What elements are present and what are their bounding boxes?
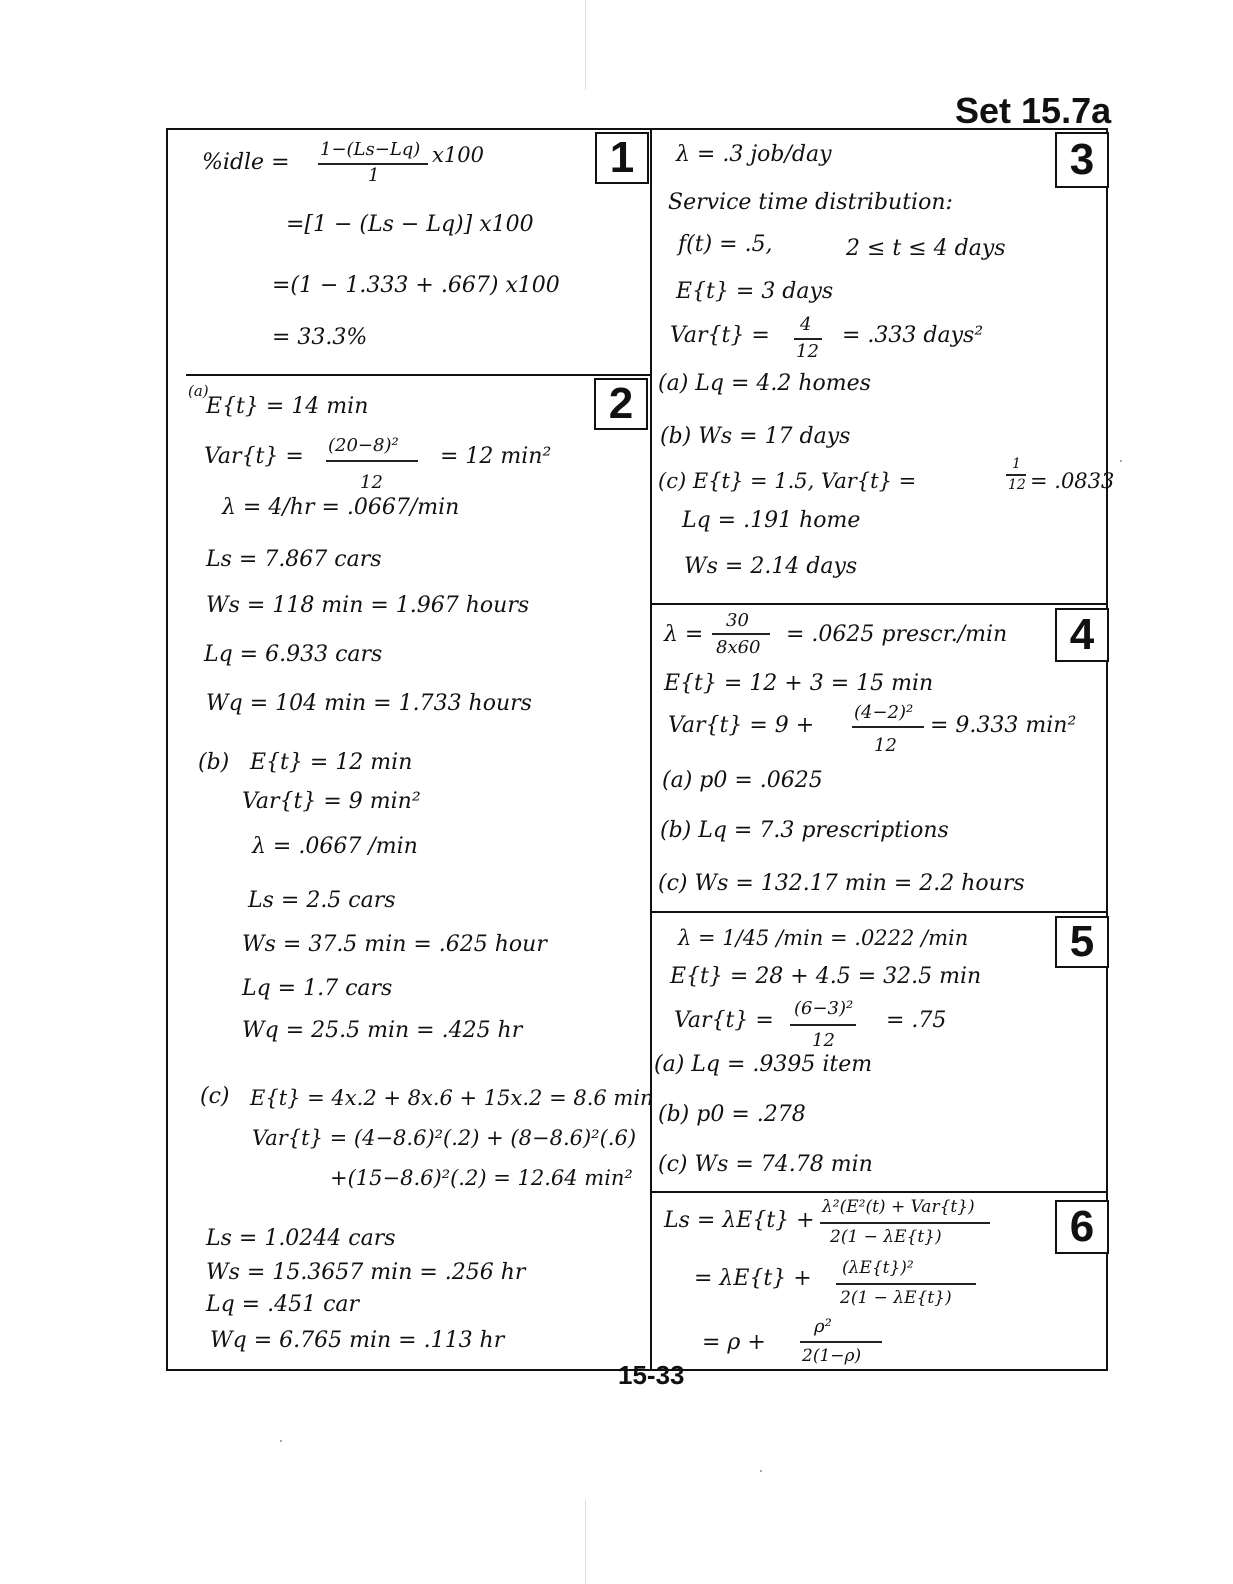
math-line: = .0833 (1030, 469, 1115, 493)
math-line: λ = .3 job/day (676, 142, 832, 167)
math-line: λ = 1/45 /min = .0222 /min (678, 926, 969, 950)
math-line: = ρ + (702, 1330, 766, 1355)
math-line: Ws = 2.14 days (684, 554, 858, 579)
math-line: Ls = 2.5 cars (248, 888, 396, 913)
scan-artifact-line (585, 1500, 586, 1584)
math-line: λ = 4/hr = .0667/min (222, 495, 460, 520)
math-line: Lq = .191 home (682, 508, 861, 533)
math-line: (c) E{t} = 1.5, Var{t} = (658, 469, 917, 493)
fraction-denominator: 12 (796, 341, 819, 362)
page-number: 15-33 (618, 1360, 685, 1390)
math-line: +(15−8.6)²(.2) = 12.64 min² (330, 1166, 633, 1190)
math-line: = 9.333 min² (930, 713, 1077, 738)
fraction-denominator: 2(1−ρ) (802, 1346, 862, 1366)
page-header-title: Set 15.7a (955, 90, 1112, 131)
math-line: = .0625 prescr./min (786, 622, 1008, 647)
math-line: Var{t} = (204, 444, 304, 469)
problem-number-badge: 4 (1055, 608, 1109, 662)
math-line: (b) Lq = 7.3 prescriptions (660, 818, 949, 843)
fraction-numerator: λ²(E²(t) + Var{t}) (822, 1197, 975, 1217)
fraction-numerator: 1 (1012, 456, 1021, 472)
math-line: =(1 − 1.333 + .667) x100 (272, 273, 560, 298)
math-line: Lq = 1.7 cars (242, 976, 393, 1001)
math-line: x100 (432, 143, 484, 167)
math-line: (c) Ws = 74.78 min (658, 1152, 873, 1177)
math-line: Ws = 118 min = 1.967 hours (206, 593, 530, 618)
math-line: E{t} = 3 days (676, 279, 834, 304)
math-line: = 33.3% (272, 325, 368, 350)
math-line: (b) Ws = 17 days (660, 424, 851, 449)
math-line: E{t} = 28 + 4.5 = 32.5 min (670, 964, 982, 989)
math-line: E{t} = 14 min (206, 394, 369, 419)
fraction-bar (712, 633, 770, 635)
math-line: Wq = 6.765 min = .113 hr (210, 1328, 505, 1353)
math-line: Var{t} = 9 + (668, 713, 815, 738)
fraction-denominator: 1 (368, 165, 380, 186)
math-line: 2 ≤ t ≤ 4 days (846, 236, 1006, 261)
fraction-bar (852, 726, 924, 728)
fraction-numerator: 4 (800, 314, 812, 335)
scan-speck (280, 1440, 282, 1442)
fraction-numerator: (λE{t})² (842, 1258, 914, 1278)
math-line: Var{t} = (670, 323, 770, 348)
problem-number-badge: 5 (1055, 916, 1109, 968)
math-line: = 12 min² (440, 444, 552, 469)
part-label-c: (c) (200, 1084, 230, 1109)
scan-speck (760, 1470, 762, 1472)
divider-3-4 (652, 603, 1108, 605)
math-line: Service time distribution: (668, 190, 953, 215)
fraction-denominator: 12 (812, 1030, 835, 1051)
part-label-a: (a) (188, 382, 209, 400)
fraction-numerator: (4−2)² (854, 702, 914, 723)
math-line: (b) p0 = .278 (658, 1102, 806, 1127)
fraction-bar (800, 1341, 882, 1343)
fraction-denominator: 12 (360, 472, 383, 493)
math-line: = λE{t} + (694, 1266, 812, 1291)
fraction-numerator: (6−3)² (794, 998, 854, 1019)
fraction-bar (836, 1283, 976, 1285)
problem-number-badge: 1 (595, 132, 649, 184)
fraction-bar (1006, 474, 1026, 476)
math-line: = .333 days² (842, 323, 984, 348)
math-line: Var{t} = (4−8.6)²(.2) + (8−8.6)²(.6) (252, 1126, 637, 1150)
math-line: Wq = 104 min = 1.733 hours (206, 691, 532, 716)
math-line: Ws = 37.5 min = .625 hour (242, 932, 547, 957)
math-line: (c) Ws = 132.17 min = 2.2 hours (658, 871, 1025, 896)
math-line: Wq = 25.5 min = .425 hr (242, 1018, 523, 1043)
fraction-bar (820, 1222, 990, 1224)
math-line: Ls = 1.0244 cars (206, 1226, 396, 1251)
fraction-numerator: (20−8)² (328, 435, 399, 456)
math-line: E{t} = 12 + 3 = 15 min (664, 671, 934, 696)
fraction-denominator: 8x60 (716, 637, 761, 658)
fraction-numerator: 1−(Ls−Lq) (320, 139, 421, 160)
column-divider (650, 128, 652, 1371)
fraction-numerator: ρ² (814, 1316, 832, 1337)
problem-number-badge: 6 (1055, 1200, 1109, 1254)
fraction-denominator: 2(1 − λE{t}) (840, 1288, 952, 1308)
math-line: E{t} = 4x.2 + 8x.6 + 15x.2 = 8.6 min (250, 1086, 654, 1110)
math-line: λ = .0667 /min (252, 834, 418, 859)
fraction-bar (326, 460, 418, 462)
math-line: (a) Lq = .9395 item (654, 1052, 873, 1077)
math-line: (a) p0 = .0625 (662, 768, 823, 793)
problem-number-badge: 2 (594, 378, 648, 430)
math-line: Ls = 7.867 cars (206, 547, 382, 572)
divider-5-6 (652, 1191, 1108, 1193)
fraction-denominator: 12 (1008, 477, 1026, 493)
divider-1-2 (186, 374, 650, 376)
math-line: Var{t} = (674, 1008, 774, 1033)
part-label-b: (b) (198, 750, 230, 775)
math-line: E{t} = 12 min (250, 750, 413, 775)
math-line: Ls = λE{t} + (664, 1208, 815, 1233)
problem-number-badge: 3 (1055, 132, 1109, 188)
math-line: =[1 − (Ls − Lq)] x100 (286, 212, 534, 237)
math-line: Lq = 6.933 cars (204, 642, 383, 667)
math-line: Lq = .451 car (206, 1292, 360, 1317)
scan-speck (1120, 460, 1122, 462)
scan-artifact-line (585, 0, 586, 90)
math-line: = .75 (886, 1008, 947, 1033)
fraction-bar (794, 338, 822, 340)
math-line: %idle = (202, 150, 290, 175)
fraction-denominator: 12 (874, 735, 897, 756)
math-line: f(t) = .5, (678, 232, 773, 257)
math-line: Ws = 15.3657 min = .256 hr (206, 1260, 526, 1285)
math-line: λ = (664, 622, 704, 647)
fraction-numerator: 30 (726, 610, 749, 631)
math-line: (a) Lq = 4.2 homes (658, 371, 871, 396)
math-line: Var{t} = 9 min² (242, 789, 421, 814)
divider-4-5 (652, 911, 1108, 913)
fraction-denominator: 2(1 − λE{t}) (830, 1227, 942, 1247)
fraction-bar (790, 1024, 856, 1026)
